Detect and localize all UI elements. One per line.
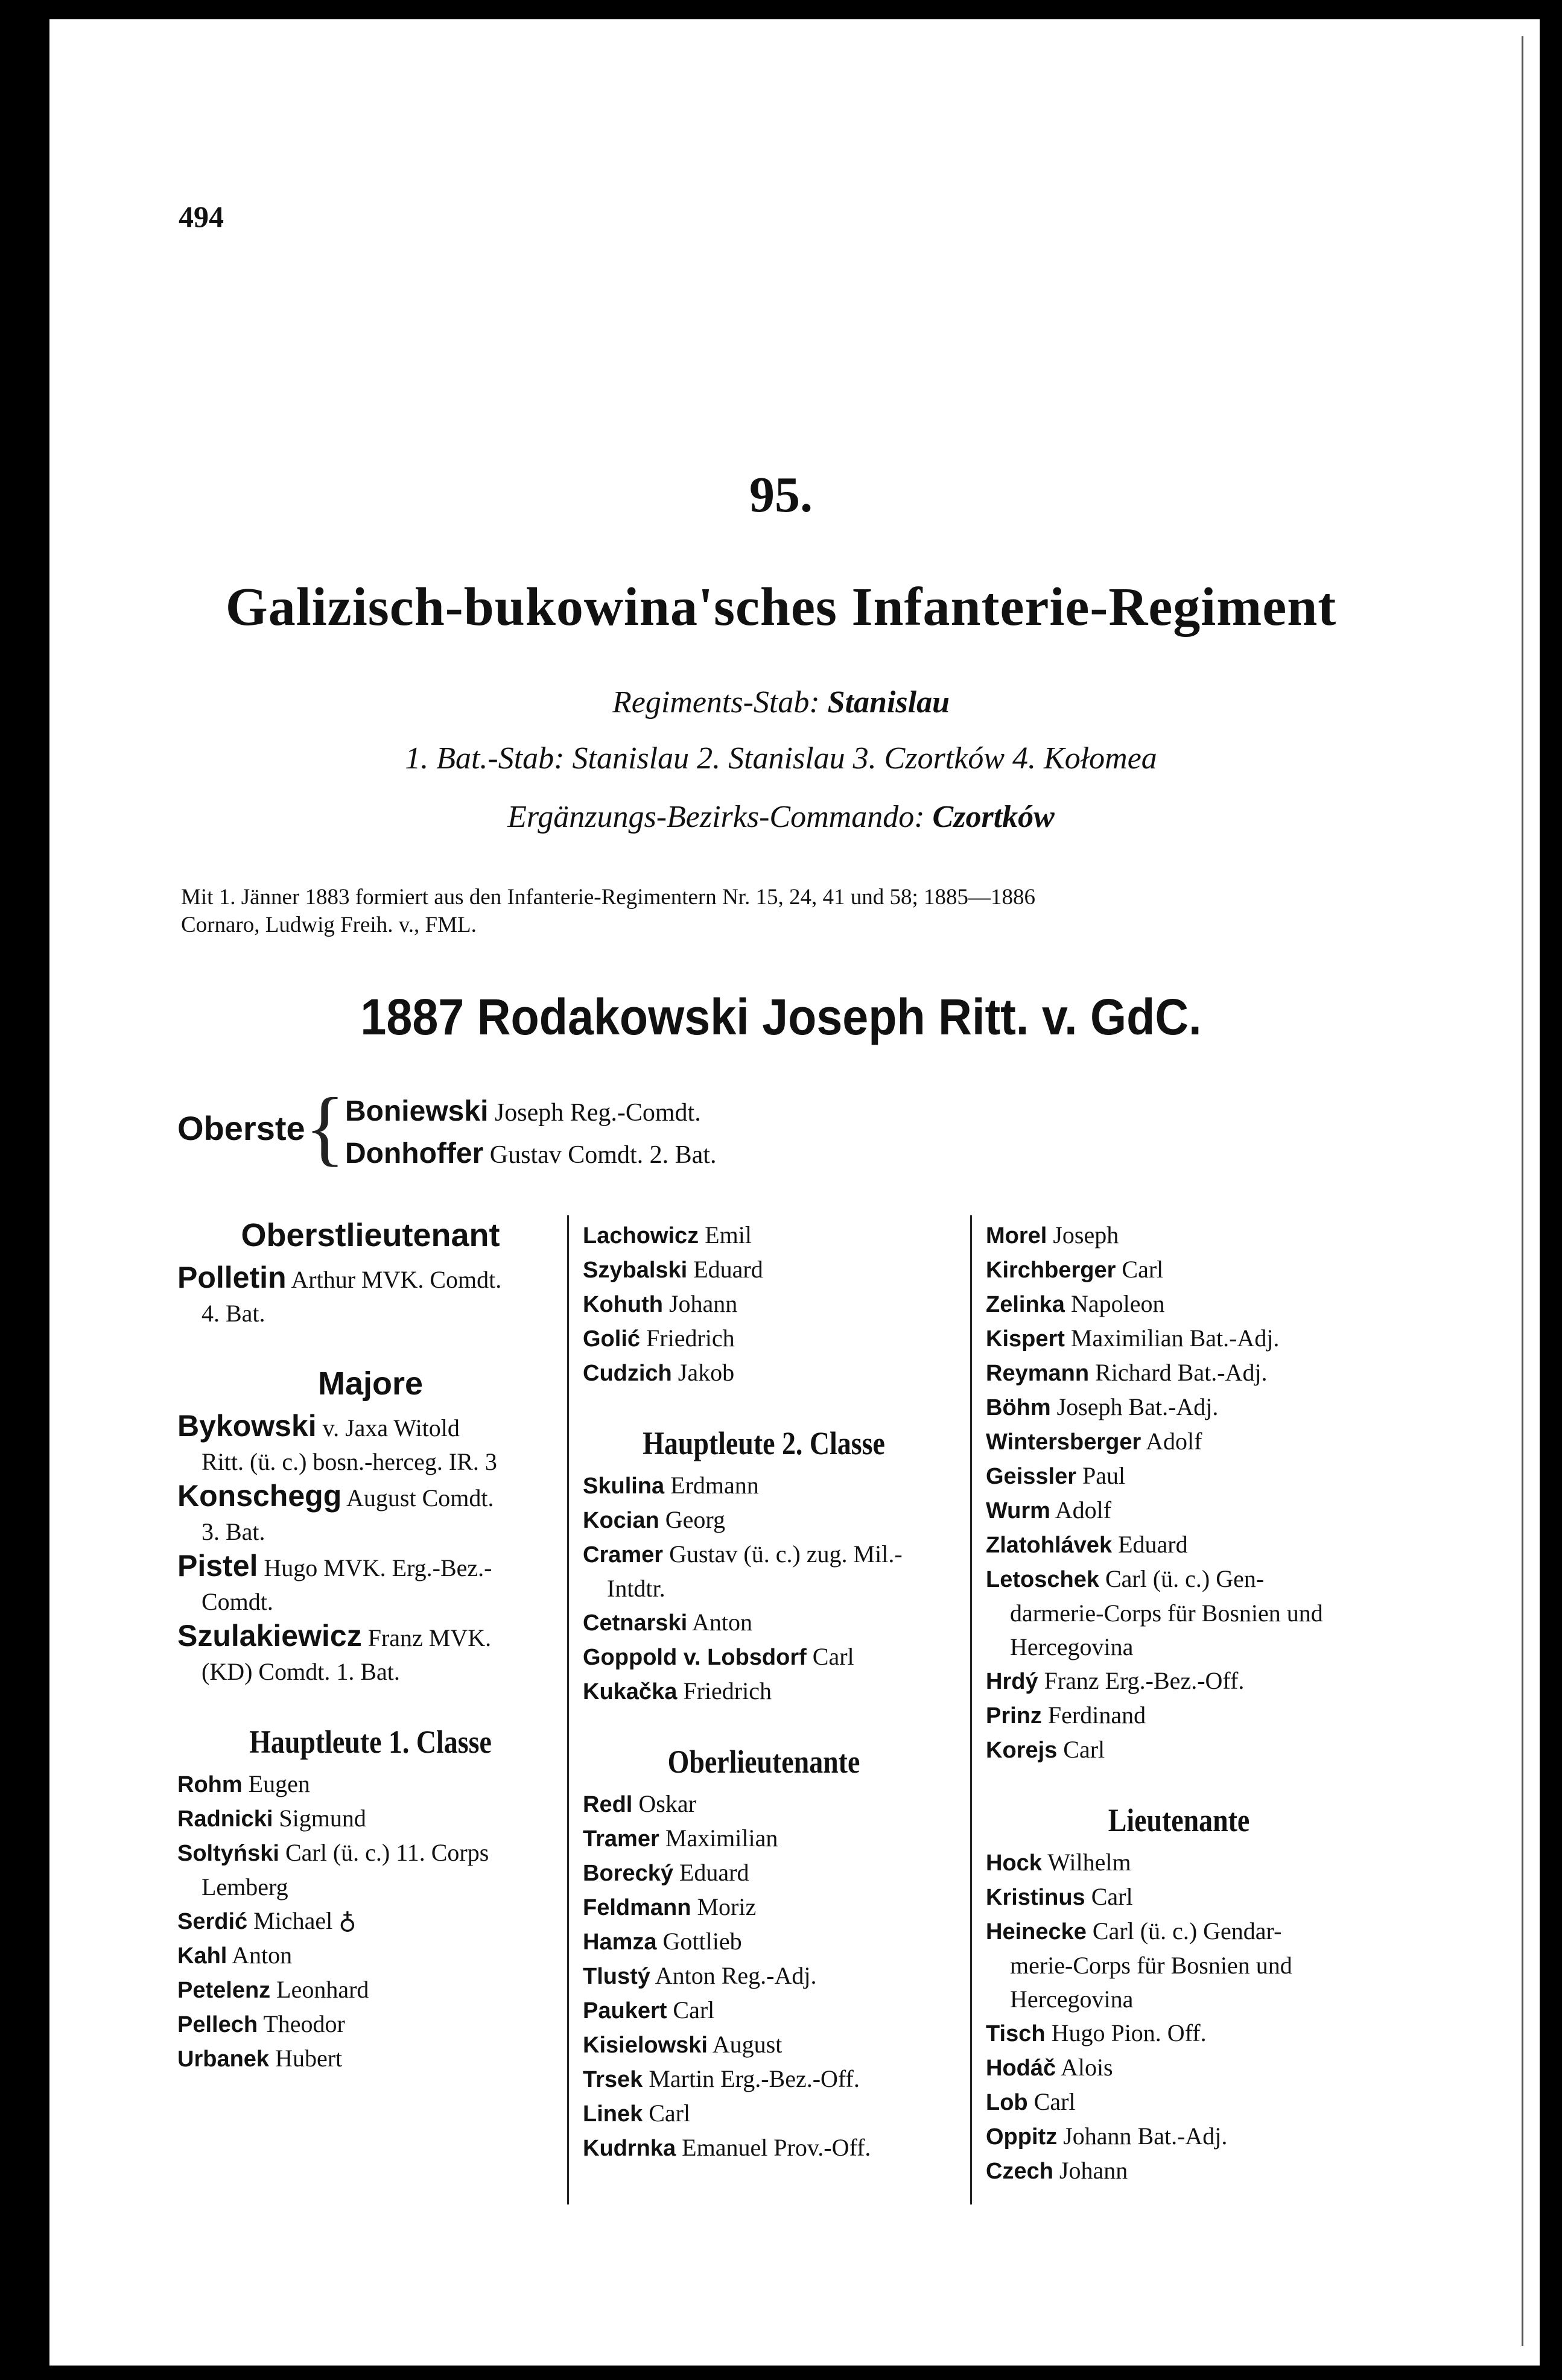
list-item: Oppitz Johann Bat.-Adj. (986, 2122, 1228, 2150)
section-heading: Majore (317, 1366, 424, 1402)
list-item: Kisielowski August (583, 2031, 783, 2058)
list-item: Prinz Ferdinand (986, 1701, 1146, 1729)
list-item: Wintersberger Adolf (986, 1428, 1202, 1455)
list-item: Pellech Theodor (177, 2010, 345, 2037)
scan-border-bottom (0, 2366, 1562, 2380)
list-item: Bykowski v. Jaxa Witold Ritt. (ü. c.) bosn.-herceg. IR. 3 (177, 1409, 497, 1475)
list-item: Pistel Hugo MVK. Erg.-Bez.- Comdt. (177, 1549, 492, 1615)
list-item: Lob Carl (986, 2088, 1076, 2115)
list-item: Hodáč Alois (986, 2054, 1113, 2081)
list-item: Goppold v. Lobsdorf Carl (583, 1643, 854, 1670)
list-item: Borecký Eduard (583, 1859, 749, 1886)
list-item: Golić Friedrich (583, 1325, 735, 1352)
list-item: Skulina Erdmann (583, 1472, 759, 1499)
brace: { (305, 1081, 346, 1174)
list-item: Zlatohlávek Eduard (986, 1531, 1188, 1558)
oberste-label: Oberste (177, 1109, 305, 1147)
stab-label: Regiments-Stab: (612, 685, 820, 720)
ergaenzung-line (0, 799, 1562, 835)
ergaenzung-value: Czortków (932, 800, 1055, 834)
list-item: Hock Wilhelm (986, 1849, 1131, 1876)
column-1 (177, 1218, 564, 2076)
list-item: Kocian Georg (583, 1506, 725, 1533)
list-item: Czech Johann (986, 2157, 1128, 2184)
scan-border-top (0, 0, 1562, 19)
stab-line (0, 685, 1562, 720)
list-item: Letoschek Carl (ü. c.) Gen- darmerie-Corps für Bosnien und Hercegovina (986, 1565, 1323, 1660)
list-item: Trsek Martin Erg.-Bez.-Off. (583, 2065, 860, 2092)
list-item: Cetnarski Anton (583, 1609, 752, 1636)
list-item: Kahl Anton (177, 1942, 293, 1969)
ergaenzung-label: Ergänzungs-Bezirks-Commando: (507, 800, 925, 834)
list-item: Tlustý Anton Reg.-Adj. (583, 1962, 817, 1989)
list-item: Szulakiewicz Franz MVK. (KD) Comdt. 1. Bat. (177, 1619, 492, 1685)
list-item: Geissler Paul (986, 1462, 1126, 1489)
list-item: Tisch Hugo Pion. Off. (986, 2019, 1207, 2046)
list-item: Kohuth Johann (583, 1290, 738, 1317)
list-item: Paukert Carl (583, 1996, 715, 2024)
list-item: Kispert Maximilian Bat.-Adj. (986, 1325, 1280, 1352)
list-item: Szybalski Eduard (583, 1256, 763, 1283)
regiment-title: Galizisch-bukowina'sches Infanterie-Regiment (225, 577, 1337, 637)
list-item: Kirchberger Carl (986, 1256, 1164, 1283)
inhaber-line: 1887 Rodakowski Joseph Ritt. v. GdC. (360, 989, 1202, 1045)
page-edge-line (1522, 36, 1523, 2346)
list-item: Rohm Eugen (177, 1770, 310, 1797)
column-2 (583, 1218, 945, 2165)
oberste-row (345, 1137, 716, 1170)
list-item: Petelenz Leonhard (177, 1976, 369, 2003)
column-divider (970, 1215, 972, 2204)
list-item: Zelinka Napoleon (986, 1290, 1165, 1317)
scan-border-left (0, 0, 49, 2380)
list-item: Korejs Carl (986, 1736, 1105, 1763)
oberste-rest: Gustav Comdt. 2. Bat. (489, 1141, 717, 1169)
list-item: Tramer Maximilian (583, 1825, 778, 1852)
section-heading: Hauptleute 1. Classe (249, 1724, 492, 1760)
column-3 (986, 1218, 1372, 2188)
list-item: Soltyński Carl (ü. c.) 11. Corps Lemberg (177, 1839, 489, 1901)
page-number: 494 (179, 200, 224, 233)
list-item: Serdić Michael ♁ (177, 1907, 357, 1934)
list-item: Kristinus Carl (986, 1883, 1133, 1910)
oberste-rest: Joseph Reg.-Comdt. (494, 1099, 701, 1127)
history-line-2: Cornaro, Ludwig Freih. v., FML. (181, 913, 477, 937)
list-item: Cudzich Jakob (583, 1359, 735, 1386)
oberste-name: Boniewski (345, 1095, 489, 1127)
section-heading: Lieutenante (1108, 1802, 1250, 1838)
oberste-name: Donhoffer (345, 1138, 484, 1169)
column-divider (567, 1215, 569, 2204)
section-heading: Oberstlieutenant (241, 1217, 500, 1253)
history-note (181, 884, 1412, 939)
list-item: Heinecke Carl (ü. c.) Gendar- merie-Corps für Bosnien und Hercegovina (986, 1917, 1292, 2013)
section-heading: Oberlieutenante (667, 1744, 860, 1780)
regiment-number: 95. (749, 467, 813, 523)
section-heading: Hauptleute 2. Classe (643, 1425, 885, 1461)
scan-border-right (1540, 0, 1562, 2380)
list-item: Linek Carl (583, 2100, 691, 2127)
list-item: Hamza Gottlieb (583, 1928, 742, 1955)
list-item: Feldmann Moriz (583, 1893, 757, 1920)
stab-value: Stanislau (827, 685, 950, 720)
list-item: Morel Joseph (986, 1221, 1119, 1249)
list-item: Kukačka Friedrich (583, 1677, 772, 1704)
list-item: Lachowicz Emil (583, 1221, 752, 1249)
list-item: Reymann Richard Bat.-Adj. (986, 1359, 1268, 1386)
list-item: Redl Oskar (583, 1790, 696, 1817)
list-item: Wurm Adolf (986, 1496, 1112, 1524)
history-line-1: Mit 1. Jänner 1883 formiert aus den Infanterie-Regimentern Nr. 15, 24, 41 und 58; 1885—1886 (181, 885, 1035, 910)
bat-stab-line: 1. Bat.-Stab: Stanislau 2. Stanislau 3. Czortków 4. Kołomea (405, 741, 1157, 776)
list-item: Konschegg August Comdt. 3. Bat. (177, 1479, 494, 1545)
oberste-row (345, 1095, 701, 1128)
list-item: Böhm Joseph Bat.-Adj. (986, 1393, 1219, 1420)
list-item: Radnicki Sigmund (177, 1805, 366, 1832)
list-item: Kudrnka Emanuel Prov.-Off. (583, 2134, 871, 2161)
list-item: Hrdý Franz Erg.-Bez.-Off. (986, 1667, 1245, 1694)
list-item: Cramer Gustav (ü. c.) zug. Mil.- Intdtr. (583, 1540, 903, 1602)
list-item: Urbanek Hubert (177, 2045, 343, 2072)
list-item: Polletin Arthur MVK. Comdt. 4. Bat. (177, 1261, 502, 1327)
